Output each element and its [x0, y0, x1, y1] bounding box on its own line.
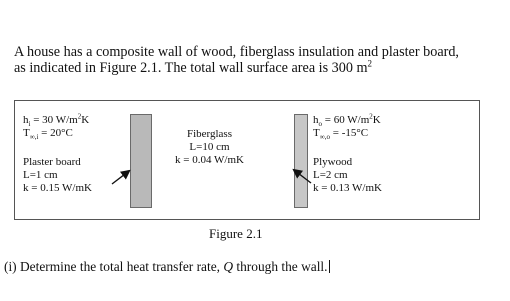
problem-line-1: A house has a composite wall of wood, fiberglass insulation and plaster board,	[14, 44, 459, 60]
problem-statement	[14, 44, 484, 76]
question-suffix: through the wall.	[233, 259, 328, 274]
inside-convection-label: $h_i = 30$ $W/m^2K$ $T_{\infty,i} = 20^\circ C$	[23, 112, 90, 142]
layer-arrows	[15, 101, 479, 219]
plaster-board-label: Plaster board L=1 cm k = 0.15 W/mK	[23, 156, 92, 194]
fiberglass-label: Fiberglass L=10 cm k = 0.04 W/mK	[175, 128, 244, 166]
outside-convection-label: $h_o = 60$ $W/m^2K$ $T_{\infty,o} = -15^\circ C$	[313, 112, 381, 142]
problem-line-2: as indicated in Figure 2.1. The total wall surface area is 300 $m^2$	[14, 58, 373, 76]
heat-rate-symbol: Q	[223, 259, 234, 274]
figure-caption: Figure 2.1	[209, 226, 263, 241]
plaster-pointer-arrow	[112, 171, 129, 184]
plywood-pointer-arrow	[294, 170, 311, 183]
text-cursor	[329, 260, 330, 273]
wall-figure	[14, 100, 480, 220]
question-text: (i) Determine the total heat transfer rate,	[4, 259, 224, 274]
plywood-label: Plywood L=2 cm k = 0.13 W/mK	[313, 156, 382, 194]
question-line[interactable]	[4, 259, 330, 275]
